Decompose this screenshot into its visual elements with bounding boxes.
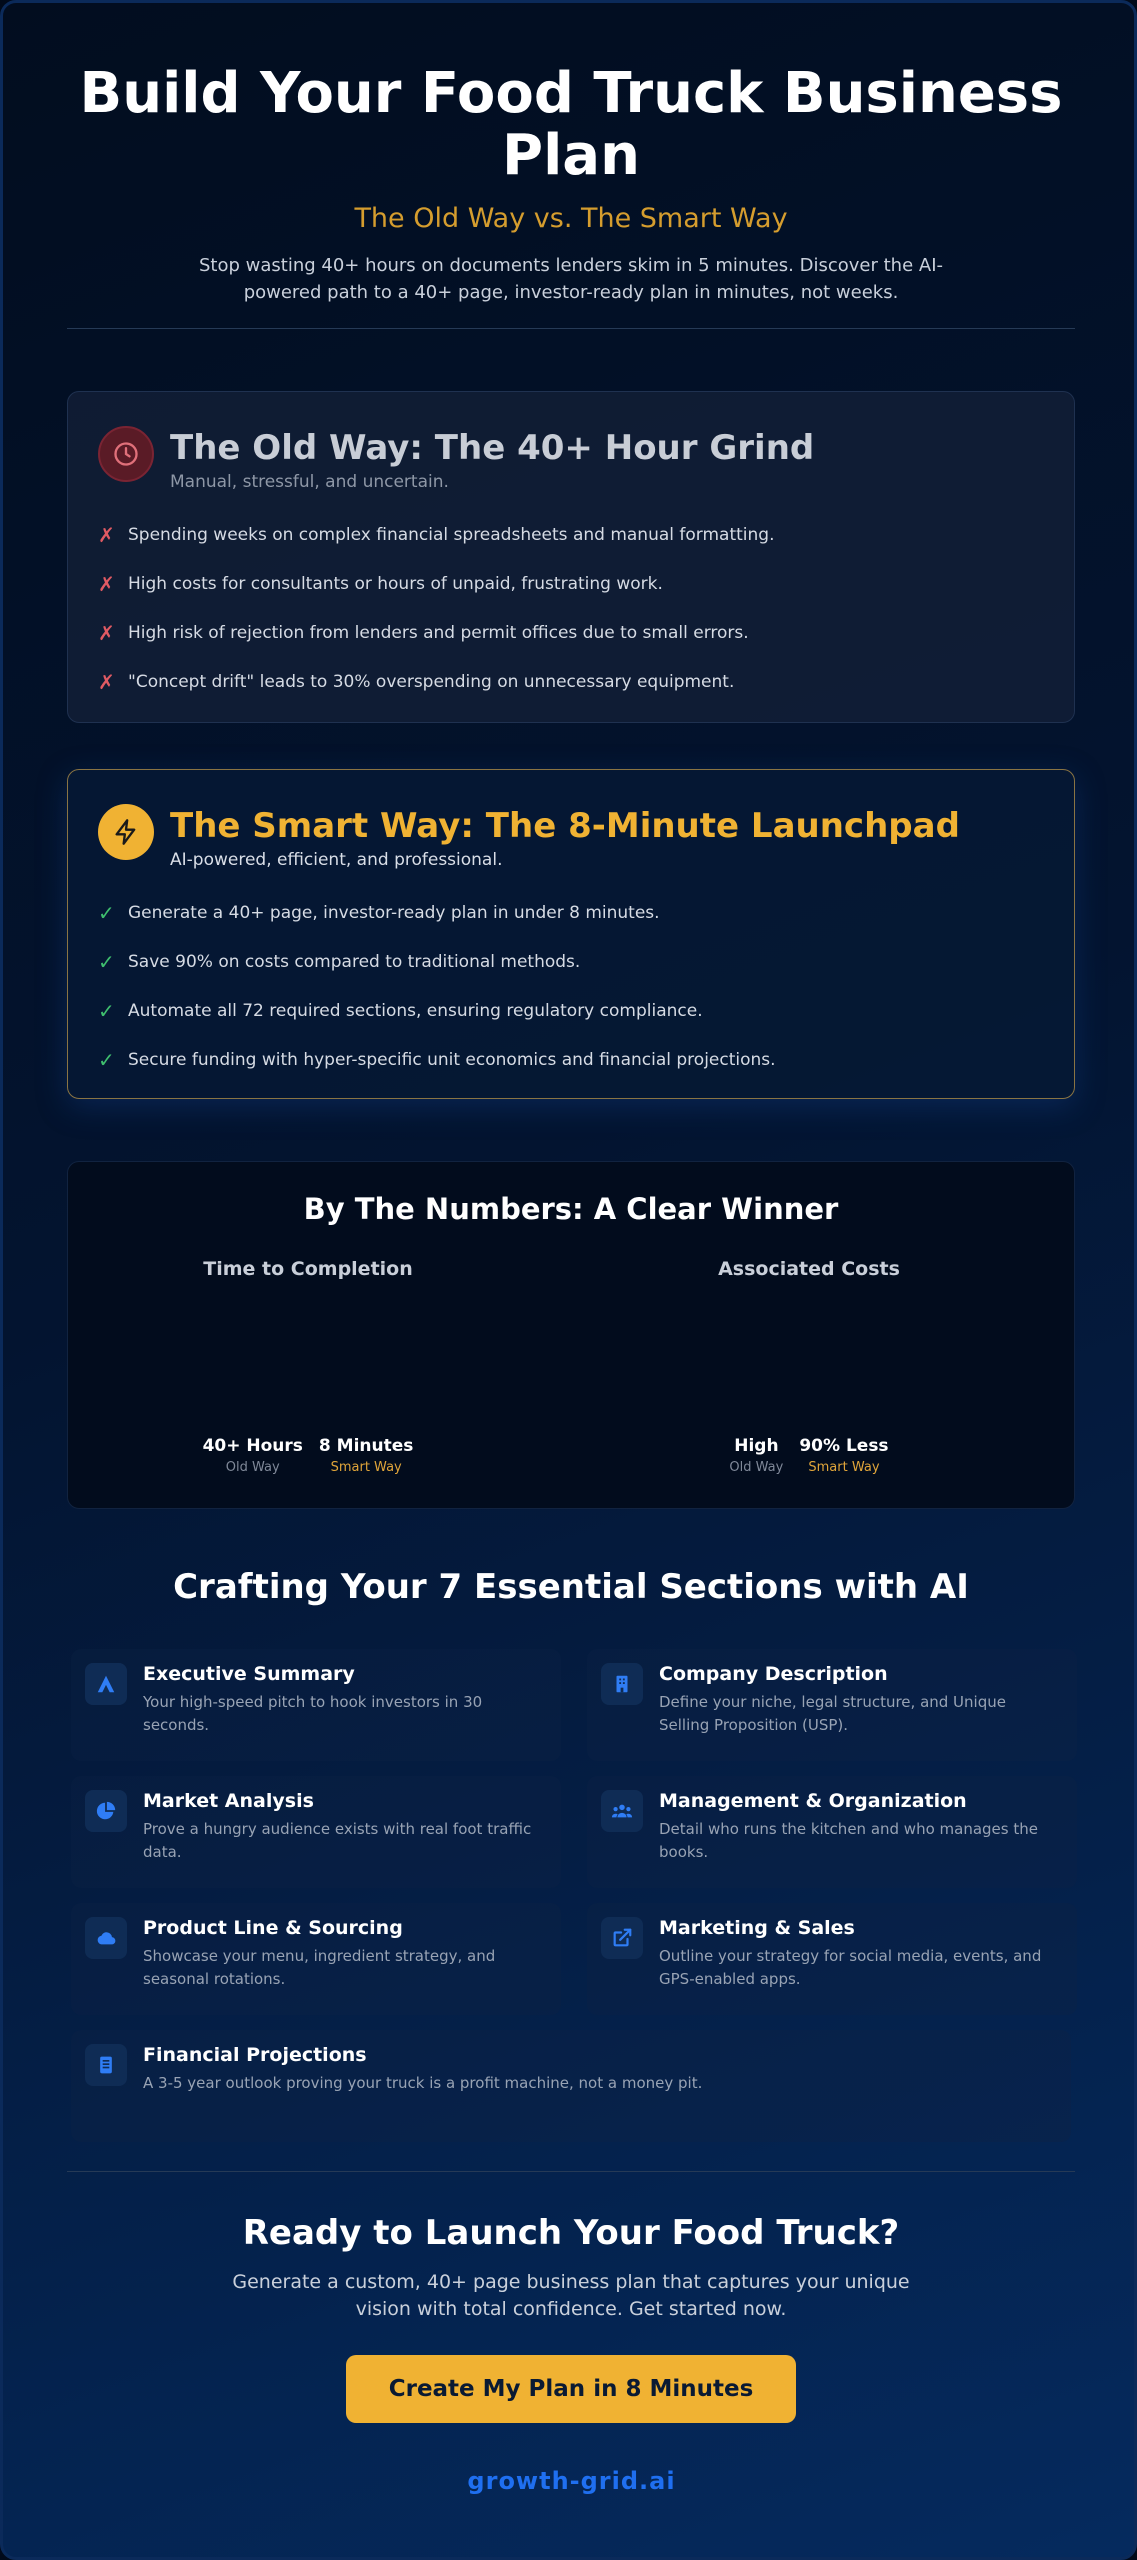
list-item: ✗ High costs for consultants or hours of unpaid, frustrating work.	[98, 571, 663, 596]
cta-title: Ready to Launch Your Food Truck?	[242, 2213, 900, 2253]
divider	[67, 328, 1075, 329]
triangle-a-icon	[85, 1663, 127, 1705]
smart-way-desc: AI-powered, efficient, and professional.	[170, 850, 503, 870]
list-item: ✗ High risk of rejection from lenders and permit offices due to small errors.	[98, 620, 749, 645]
cost-smart-value: 90% Less	[799, 1436, 889, 1456]
list-item: ✗ "Concept drift" leads to 30% overspending on unnecessary equipment.	[98, 669, 735, 694]
numbers-card	[67, 1161, 1075, 1509]
external-link-icon	[601, 1917, 643, 1959]
list-item: ✗ Spending weeks on complex financial spreadsheets and manual formatting.	[98, 522, 775, 547]
cross-icon: ✗	[98, 669, 115, 694]
old-way-title: The Old Way: The 40+ Hour Grind	[170, 428, 815, 468]
cloud-icon	[85, 1917, 127, 1959]
divider	[67, 2171, 1075, 2172]
hero-lead: Stop wasting 40+ hours on documents lenders skim in 5 minutes. Discover the AI-powered path to a 40+ page, investor-ready plan in minutes, not weeks.	[198, 255, 943, 303]
section-card-company-description: Company Description Define your niche, legal structure, and Unique Selling Proposition (USP).	[587, 1649, 1077, 1761]
smart-way-title: The Smart Way: The 8-Minute Launchpad	[170, 806, 960, 846]
cost-metric-title: Associated Costs	[718, 1258, 900, 1280]
hero	[67, 63, 1075, 306]
numbers-title: By The Numbers: A Clear Winner	[303, 1192, 839, 1226]
lightning-icon	[98, 804, 154, 860]
smart-way-card	[67, 769, 1075, 1099]
list-item: ✓ Generate a 40+ page, investor-ready plan in under 8 minutes.	[98, 900, 660, 925]
check-icon: ✓	[98, 998, 115, 1023]
section-card-product-line: Product Line & Sourcing Showcase your menu, ingredient strategy, and seasonal rotations.	[71, 1903, 561, 2015]
brand-link[interactable]: growth-grid.ai	[467, 2467, 676, 2495]
section-card-marketing-sales: Marketing & Sales Outline your strategy for social media, events, and GPS-enabled apps.	[587, 1903, 1077, 2015]
time-smart-label: Smart Way	[330, 1460, 402, 1475]
time-old-value: 40+ Hours	[202, 1436, 303, 1456]
cross-icon: ✗	[98, 522, 115, 547]
cost-smart-label: Smart Way	[808, 1460, 880, 1475]
time-old-label: Old Way	[225, 1460, 280, 1475]
cost-old-value: High	[734, 1436, 779, 1456]
document-icon	[85, 2044, 127, 2086]
building-icon	[601, 1663, 643, 1705]
section-card-executive-summary: Executive Summary Your high-speed pitch to hook investors in 30 seconds.	[71, 1649, 561, 1761]
check-icon: ✓	[98, 949, 115, 974]
check-icon: ✓	[98, 900, 115, 925]
clock-icon	[98, 426, 154, 482]
page-subtitle: The Old Way vs. The Smart Way	[354, 203, 788, 234]
page-title: Build Your Food Truck Business Plan	[79, 61, 1063, 188]
section-card-financial-projections: Financial Projections A 3-5 year outlook proving your truck is a profit machine, not a money pit.	[71, 2030, 1071, 2142]
section-card-market-analysis: Market Analysis Prove a hungry audience exists with real foot traffic data.	[71, 1776, 561, 1888]
create-plan-button[interactable]: Create My Plan in 8 Minutes	[346, 2355, 796, 2423]
list-item: ✓ Secure funding with hyper-specific unit economics and financial projections.	[98, 1047, 776, 1072]
time-metric-values	[158, 1436, 458, 1475]
cross-icon: ✗	[98, 620, 115, 645]
time-metric-title: Time to Completion	[203, 1258, 413, 1280]
list-item: ✓ Automate all 72 required sections, ensuring regulatory compliance.	[98, 998, 703, 1023]
time-metric-title-wrap	[158, 1258, 458, 1280]
section-card-management: Management & Organization Detail who runs the kitchen and who manages the books.	[587, 1776, 1077, 1888]
cost-old-label: Old Way	[729, 1460, 784, 1475]
old-way-desc: Manual, stressful, and uncertain.	[170, 472, 449, 492]
smart-way-list	[98, 888, 776, 1084]
cross-icon: ✗	[98, 571, 115, 596]
cost-metric-title-wrap	[659, 1258, 959, 1280]
time-smart-value: 8 Minutes	[318, 1436, 414, 1456]
cta-desc: Generate a custom, 40+ page business plan that captures your unique vision with total confidence. Get started now.	[232, 2271, 910, 2320]
list-item: ✓ Save 90% on costs compared to traditional methods.	[98, 949, 581, 974]
team-icon	[601, 1790, 643, 1832]
check-icon: ✓	[98, 1047, 115, 1072]
sections-title: Crafting Your 7 Essential Sections with AI	[173, 1567, 969, 1607]
old-way-card	[67, 391, 1075, 723]
cost-metric-values	[659, 1436, 959, 1475]
old-way-list	[98, 510, 774, 706]
pie-chart-icon	[85, 1790, 127, 1832]
